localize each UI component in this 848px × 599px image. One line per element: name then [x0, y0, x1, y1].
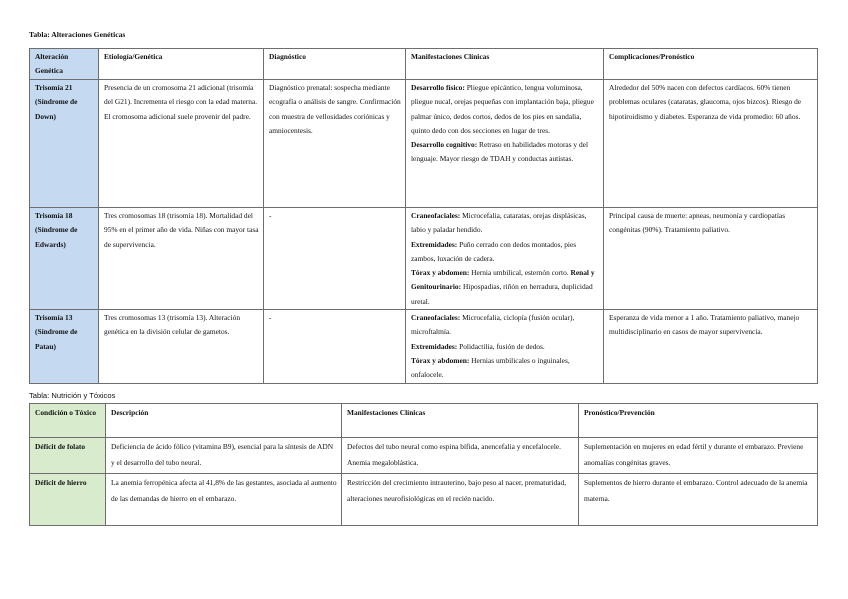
manifestation-label: Tórax y abdomen: — [411, 268, 470, 278]
diagnosis-cell: - — [264, 310, 406, 383]
manifestation-text: Microcefalia, cataratas, orejas displásicas, labio y paladar hendido. — [411, 211, 587, 235]
manifestation-text: Puño cerrado con dedos montados, pies zambos, luxación de cadera. — [411, 239, 577, 263]
etiology-cell: Presencia de un cromosoma 21 adicional (trisomía del G21). Incrementa el riesgo con la edad materna. El cromosoma adicional suele provenir del padre. — [99, 80, 264, 208]
header-cell: Descripción — [106, 404, 342, 438]
manifestation-text: Pliegue epicántico, lengua voluminosa, pliegue nucal, orejas pequeñas con implantación baja, pliegue palmar único, dedos cortos, dedos de los pies en sandalia, quinto dedo con dos secciones en lugar de tres. — [411, 83, 594, 135]
manifestation-label: Desarrollo cognitivo: — [411, 140, 478, 150]
manifestations-cell — [406, 208, 604, 310]
manifestation-text: Hernias umbilicales o inguinales, onfalocele. — [411, 355, 570, 380]
manifestation-paragraph — [411, 340, 599, 354]
nutrition-toxics-table — [29, 403, 818, 526]
manifestation-text: Hipospadias, riñón en herradura, duplicidad uretal. — [411, 282, 593, 306]
header-cell: Etiología/Genética — [99, 49, 264, 80]
manifestations-cell — [406, 80, 604, 208]
table-header-row — [30, 49, 818, 80]
manifestation-label: Renal y Genitourinario: — [411, 268, 595, 292]
manifestation-paragraph — [411, 81, 599, 138]
prognosis-cell: Suplementación en mujeres en edad fértil y durante el embarazo. Previene anomalías congénitas graves. — [579, 438, 818, 474]
header-cell: Pronóstico/Prevención — [579, 404, 818, 438]
complications-cell: Esperanza de vida menor a 1 año. Tratamiento paliativo, manejo multidisciplinario en casos de mayor supervivencia. — [604, 310, 818, 383]
manifestation-label: Craneofaciales: — [411, 211, 461, 220]
manifestation-label: Extremidades: — [411, 239, 458, 249]
header-cell: Manifestaciones Clínicas — [406, 49, 604, 80]
prognosis-cell: Suplementos de hierro durante el embarazo. Control adecuado de la anemia materna. — [579, 474, 818, 526]
table-row — [30, 80, 818, 208]
table-row — [30, 208, 818, 310]
manifestation-paragraph — [411, 266, 599, 309]
header-cell: Complicaciones/Pronóstico — [604, 49, 818, 80]
manifestation-label: Desarrollo físico: — [411, 83, 465, 92]
manifestation-text: Polidactilia, fusión de dedos. — [457, 341, 545, 351]
header-cell: Condición o Tóxico — [30, 404, 106, 438]
header-cell: Alteración Genética — [30, 49, 99, 80]
manifestation-label: Extremidades: — [411, 341, 458, 351]
table1-caption: Tabla: Alteraciones Genéticas — [29, 30, 126, 39]
description-cell: La anemia ferropénica afecta al 41,8% de las gestantes, asociada al aumento de las demandas de hierro en el embarazo. — [106, 474, 342, 526]
genetic-alterations-table — [29, 48, 818, 384]
header-cell: Diagnóstico — [264, 49, 406, 80]
complications-cell: Alrededor del 50% nacen con defectos cardíacos. 60% tienen problemas oculares (cataratas, glaucoma, ojos bizcos). Riesgo de hipotiroidismo y diabetes. Esperanza de vida promedio: 60 años. — [604, 80, 818, 208]
etiology-cell: Tres cromosomas 18 (trisomía 18). Mortalidad del 95% en el primer año de vida. Niñas con mayor tasa de supervivencia. — [99, 208, 264, 310]
condition-name-cell: Trisomía 18 (Síndrome de Edwards) — [30, 208, 99, 310]
manifestations-cell: Defectos del tubo neural como espina bífida, anencefalia y encefalocele. Anemia megaloblástica. — [342, 438, 579, 474]
manifestation-paragraph — [411, 311, 599, 340]
condition-name-cell: Trisomía 21 (Síndrome de Down) — [30, 80, 99, 208]
condition-name-cell: Déficit de folato — [30, 438, 106, 474]
manifestation-paragraph — [411, 238, 599, 267]
manifestation-text: Microcefalia, ciclopía (fusión ocular), microftalmía. — [411, 313, 575, 337]
manifestations-cell: Restricción del crecimiento intrauterino, bajo peso al nacer, prematuridad, alteraciones neurofisiológicas en el recién nacido. — [342, 474, 579, 526]
description-cell: Deficiencia de ácido fólico (vitamina B9), esencial para la síntesis de ADN y el desarrollo del tubo neural. — [106, 438, 342, 474]
manifestation-label: Tórax y abdomen: — [411, 355, 470, 365]
table2-caption: Tabla: Nutrición y Tóxicos — [29, 391, 116, 400]
table-header-row — [30, 404, 818, 438]
header-cell: Manifestaciones Clínicas — [342, 404, 579, 438]
diagnosis-cell: Diagnóstico prenatal: sospecha mediante ecografía o análisis de sangre. Confirmación con muestra de vellosidades coriónicas y amniocentesis. — [264, 80, 406, 208]
manifestation-text: Retraso en habilidades motoras y del lenguaje. Mayor riesgo de TDAH y conductas autistas. — [411, 140, 589, 164]
manifestation-paragraph — [411, 138, 599, 167]
table-row — [30, 310, 818, 383]
table-row — [30, 438, 818, 474]
manifestation-paragraph — [411, 354, 599, 383]
complications-cell: Principal causa de muerte: apneas, neumonía y cardiopatías congénitas (90%). Tratamiento paliativo. — [604, 208, 818, 310]
condition-name-cell: Trisomía 13 (Síndrome de Patau) — [30, 310, 99, 383]
etiology-cell: Tres cromosomas 13 (trisomía 13). Alteración genética en la división celular de gametos. — [99, 310, 264, 383]
manifestation-text: Hernia umbilical, esternón corto. — [469, 268, 571, 278]
table-row — [30, 474, 818, 526]
manifestation-paragraph — [411, 209, 599, 238]
manifestations-cell — [406, 310, 604, 383]
manifestation-label: Craneofaciales: — [411, 313, 461, 323]
condition-name-cell: Déficit de hierro — [30, 474, 106, 526]
diagnosis-cell: - — [264, 208, 406, 310]
